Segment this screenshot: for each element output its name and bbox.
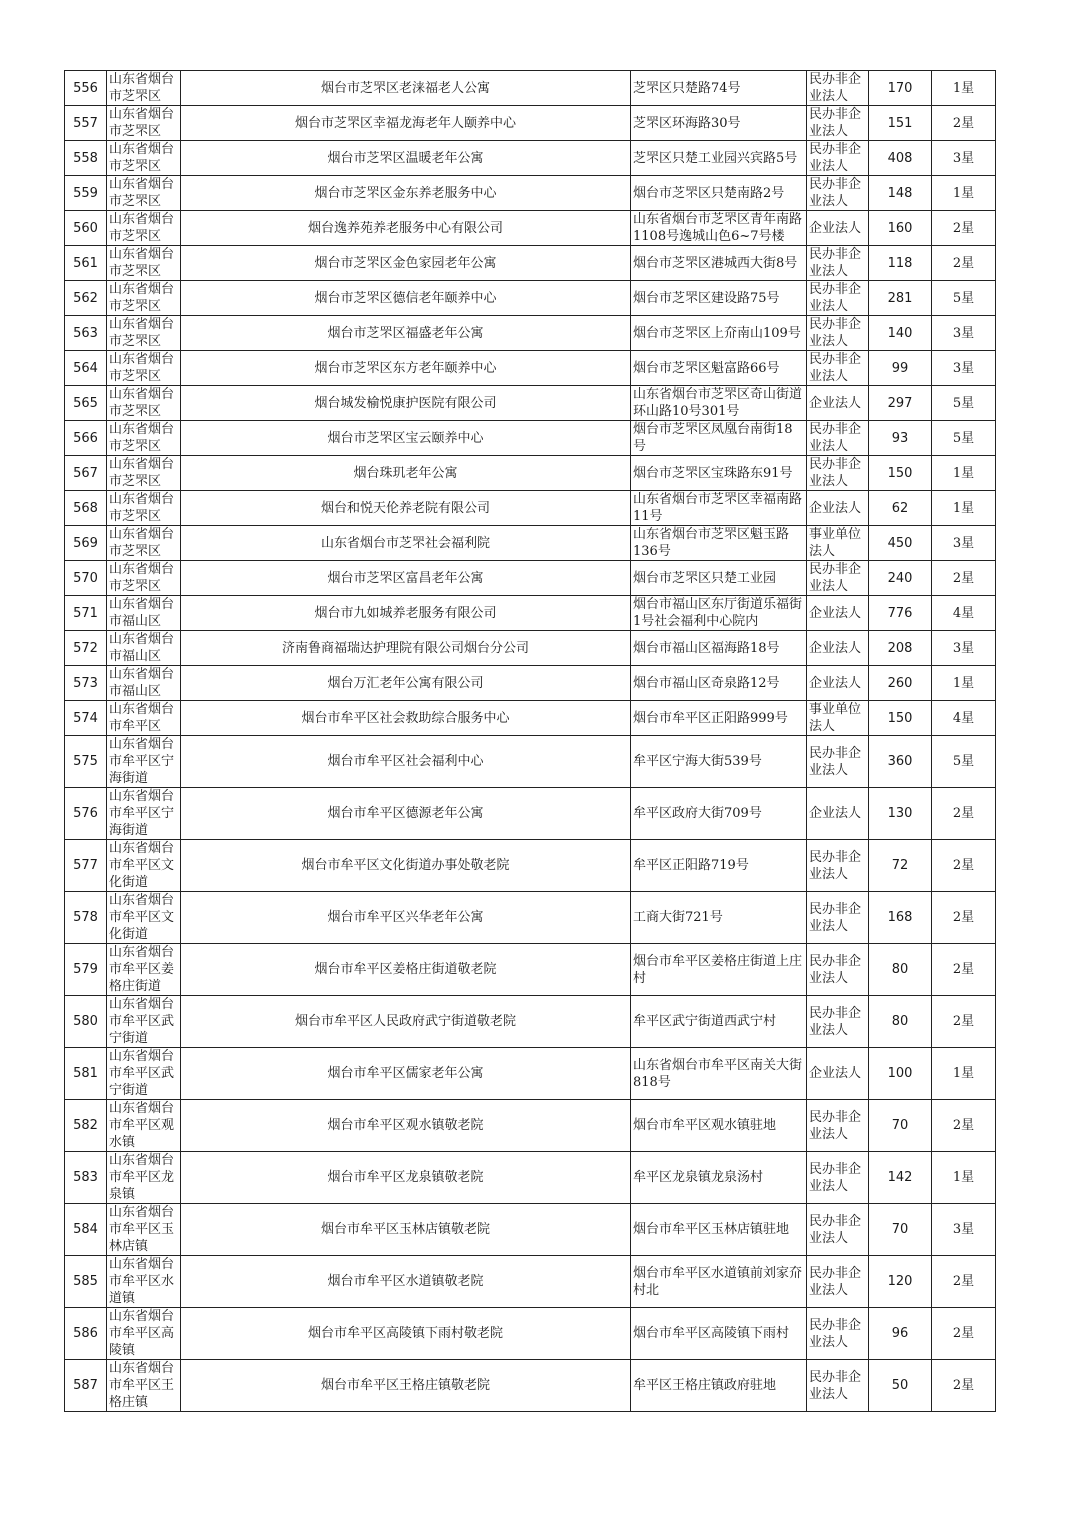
table-row — [65, 1308, 996, 1360]
facility-name: 烟台万汇老年公寓有限公司 — [181, 666, 631, 701]
facility-name: 烟台市牟平区文化街道办事处敬老院 — [181, 840, 631, 892]
legal-type-cell: 民办非企业法人 — [807, 1152, 869, 1204]
address-cell: 烟台市牟平区姜格庄街道上庄村 — [631, 944, 807, 996]
row-number: 566 — [65, 421, 107, 456]
star-rating-cell: 3星 — [932, 141, 996, 176]
row-number: 565 — [65, 386, 107, 421]
facility-name: 烟台市芝罘区宝云颐养中心 — [181, 421, 631, 456]
facility-name: 烟台市牟平区人民政府武宁街道敬老院 — [181, 996, 631, 1048]
beds-cell: 70 — [869, 1100, 932, 1152]
address-cell: 烟台市芝罘区建设路75号 — [631, 281, 807, 316]
beds-cell: 62 — [869, 491, 932, 526]
legal-type-cell: 事业单位法人 — [807, 526, 869, 561]
table-row — [65, 736, 996, 788]
region-cell: 山东省烟台市芝罘区 — [107, 176, 181, 211]
row-number: 584 — [65, 1204, 107, 1256]
beds-cell: 100 — [869, 1048, 932, 1100]
legal-type-cell: 企业法人 — [807, 211, 869, 246]
facility-name: 烟台市牟平区姜格庄街道敬老院 — [181, 944, 631, 996]
address-cell: 芝罘区只楚工业园兴宾路5号 — [631, 141, 807, 176]
facility-name: 烟台市芝罘区福盛老年公寓 — [181, 316, 631, 351]
star-rating-cell: 4星 — [932, 701, 996, 736]
table-row — [65, 491, 996, 526]
address-cell: 牟平区龙泉镇龙泉汤村 — [631, 1152, 807, 1204]
row-number: 577 — [65, 840, 107, 892]
address-cell: 烟台市芝罘区只楚工业园 — [631, 561, 807, 596]
star-rating-cell: 1星 — [932, 1152, 996, 1204]
legal-type-cell: 事业单位法人 — [807, 701, 869, 736]
table-row — [65, 71, 996, 106]
table-row — [65, 526, 996, 561]
address-cell: 烟台市牟平区观水镇驻地 — [631, 1100, 807, 1152]
address-cell: 山东省烟台市牟平区南关大街818号 — [631, 1048, 807, 1100]
beds-cell: 148 — [869, 176, 932, 211]
region-cell: 山东省烟台市芝罘区 — [107, 106, 181, 141]
legal-type-cell: 企业法人 — [807, 788, 869, 840]
star-rating-cell: 3星 — [932, 526, 996, 561]
beds-cell: 168 — [869, 892, 932, 944]
beds-cell: 130 — [869, 788, 932, 840]
address-cell: 牟平区武宁街道西武宁村 — [631, 996, 807, 1048]
table-row — [65, 596, 996, 631]
star-rating-cell: 2星 — [932, 840, 996, 892]
address-cell: 山东省烟台市芝罘区青年南路1108号逸城山色6~7号楼 — [631, 211, 807, 246]
beds-cell: 99 — [869, 351, 932, 386]
table-row — [65, 1204, 996, 1256]
facility-name: 烟台市牟平区观水镇敬老院 — [181, 1100, 631, 1152]
address-cell: 烟台市福山区东厅街道乐福街1号社会福利中心院内 — [631, 596, 807, 631]
facility-name: 山东省烟台市芝罘社会福利院 — [181, 526, 631, 561]
address-cell: 山东省烟台市芝罘区魁玉路136号 — [631, 526, 807, 561]
region-cell: 山东省烟台市牟平区水道镇 — [107, 1256, 181, 1308]
legal-type-cell: 企业法人 — [807, 596, 869, 631]
facility-name: 烟台市芝罘区德信老年颐养中心 — [181, 281, 631, 316]
row-number: 575 — [65, 736, 107, 788]
beds-cell: 450 — [869, 526, 932, 561]
star-rating-cell: 3星 — [932, 1204, 996, 1256]
star-rating-cell: 2星 — [932, 1256, 996, 1308]
table-row — [65, 106, 996, 141]
address-cell: 烟台市福山区福海路18号 — [631, 631, 807, 666]
table-row — [65, 281, 996, 316]
region-cell: 山东省烟台市福山区 — [107, 631, 181, 666]
region-cell: 山东省烟台市牟平区玉林店镇 — [107, 1204, 181, 1256]
legal-type-cell: 民办非企业法人 — [807, 246, 869, 281]
address-cell: 烟台市牟平区水道镇前刘家夼村北 — [631, 1256, 807, 1308]
star-rating-cell: 2星 — [932, 106, 996, 141]
beds-cell: 80 — [869, 996, 932, 1048]
star-rating-cell: 4星 — [932, 596, 996, 631]
legal-type-cell: 民办非企业法人 — [807, 106, 869, 141]
address-cell: 山东省烟台市芝罘区奇山街道环山路10号301号 — [631, 386, 807, 421]
star-rating-cell: 5星 — [932, 386, 996, 421]
region-cell: 山东省烟台市牟平区武宁街道 — [107, 996, 181, 1048]
table-row — [65, 211, 996, 246]
row-number: 580 — [65, 996, 107, 1048]
legal-type-cell: 民办非企业法人 — [807, 996, 869, 1048]
address-cell: 烟台市牟平区玉林店镇驻地 — [631, 1204, 807, 1256]
table-row — [65, 351, 996, 386]
row-number: 558 — [65, 141, 107, 176]
facility-name: 烟台市牟平区王格庄镇敬老院 — [181, 1360, 631, 1412]
row-number: 585 — [65, 1256, 107, 1308]
beds-cell: 408 — [869, 141, 932, 176]
beds-cell: 240 — [869, 561, 932, 596]
beds-cell: 208 — [869, 631, 932, 666]
region-cell: 山东省烟台市福山区 — [107, 666, 181, 701]
region-cell: 山东省烟台市芝罘区 — [107, 71, 181, 106]
facility-name: 烟台市牟平区高陵镇下雨村敬老院 — [181, 1308, 631, 1360]
facility-name: 烟台市牟平区社会福利中心 — [181, 736, 631, 788]
star-rating-cell: 1星 — [932, 71, 996, 106]
beds-cell: 360 — [869, 736, 932, 788]
star-rating-cell: 2星 — [932, 1308, 996, 1360]
legal-type-cell: 民办非企业法人 — [807, 736, 869, 788]
address-cell: 牟平区政府大街709号 — [631, 788, 807, 840]
table-row — [65, 1048, 996, 1100]
table-row — [65, 316, 996, 351]
legal-type-cell: 民办非企业法人 — [807, 892, 869, 944]
beds-cell: 93 — [869, 421, 932, 456]
region-cell: 山东省烟台市芝罘区 — [107, 141, 181, 176]
table-row — [65, 840, 996, 892]
row-number: 568 — [65, 491, 107, 526]
table-row — [65, 561, 996, 596]
facility-name: 烟台市牟平区玉林店镇敬老院 — [181, 1204, 631, 1256]
facility-name: 烟台市牟平区兴华老年公寓 — [181, 892, 631, 944]
beds-cell: 80 — [869, 944, 932, 996]
region-cell: 山东省烟台市芝罘区 — [107, 421, 181, 456]
row-number: 574 — [65, 701, 107, 736]
table-row — [65, 246, 996, 281]
star-rating-cell: 1星 — [932, 491, 996, 526]
star-rating-cell: 5星 — [932, 736, 996, 788]
star-rating-cell: 3星 — [932, 631, 996, 666]
region-cell: 山东省烟台市芝罘区 — [107, 561, 181, 596]
address-cell: 烟台市芝罘区凤凰台南街18号 — [631, 421, 807, 456]
row-number: 559 — [65, 176, 107, 211]
legal-type-cell: 民办非企业法人 — [807, 351, 869, 386]
row-number: 578 — [65, 892, 107, 944]
legal-type-cell: 民办非企业法人 — [807, 1256, 869, 1308]
legal-type-cell: 民办非企业法人 — [807, 944, 869, 996]
facility-name: 烟台和悦天伦养老院有限公司 — [181, 491, 631, 526]
star-rating-cell: 3星 — [932, 316, 996, 351]
table-row — [65, 788, 996, 840]
table-row — [65, 141, 996, 176]
star-rating-cell: 2星 — [932, 788, 996, 840]
table-row — [65, 666, 996, 701]
region-cell: 山东省烟台市牟平区武宁街道 — [107, 1048, 181, 1100]
legal-type-cell: 民办非企业法人 — [807, 1360, 869, 1412]
table-row — [65, 996, 996, 1048]
region-cell: 山东省烟台市芝罘区 — [107, 246, 181, 281]
beds-cell: 96 — [869, 1308, 932, 1360]
row-number: 564 — [65, 351, 107, 386]
region-cell: 山东省烟台市牟平区 — [107, 701, 181, 736]
beds-cell: 150 — [869, 456, 932, 491]
star-rating-cell: 1星 — [932, 176, 996, 211]
table-row — [65, 386, 996, 421]
beds-cell: 160 — [869, 211, 932, 246]
region-cell: 山东省烟台市牟平区宁海街道 — [107, 736, 181, 788]
region-cell: 山东省烟台市牟平区文化街道 — [107, 840, 181, 892]
region-cell: 山东省烟台市牟平区高陵镇 — [107, 1308, 181, 1360]
facility-name: 烟台市牟平区儒家老年公寓 — [181, 1048, 631, 1100]
legal-type-cell: 企业法人 — [807, 386, 869, 421]
row-number: 556 — [65, 71, 107, 106]
region-cell: 山东省烟台市牟平区姜格庄街道 — [107, 944, 181, 996]
table-row — [65, 1360, 996, 1412]
legal-type-cell: 民办非企业法人 — [807, 141, 869, 176]
star-rating-cell: 1星 — [932, 456, 996, 491]
legal-type-cell: 企业法人 — [807, 631, 869, 666]
table-row — [65, 892, 996, 944]
address-cell: 烟台市芝罘区上夼南山109号 — [631, 316, 807, 351]
beds-cell: 120 — [869, 1256, 932, 1308]
beds-cell: 140 — [869, 316, 932, 351]
address-cell: 芝罘区只楚路74号 — [631, 71, 807, 106]
legal-type-cell: 民办非企业法人 — [807, 176, 869, 211]
legal-type-cell: 民办非企业法人 — [807, 1308, 869, 1360]
beds-cell: 72 — [869, 840, 932, 892]
beds-cell: 70 — [869, 1204, 932, 1256]
address-cell: 烟台市芝罘区港城西大街8号 — [631, 246, 807, 281]
row-number: 583 — [65, 1152, 107, 1204]
facility-name: 烟台市牟平区德源老年公寓 — [181, 788, 631, 840]
address-cell: 牟平区宁海大街539号 — [631, 736, 807, 788]
beds-cell: 297 — [869, 386, 932, 421]
address-cell: 烟台市芝罘区只楚南路2号 — [631, 176, 807, 211]
star-rating-cell: 5星 — [932, 281, 996, 316]
legal-type-cell: 民办非企业法人 — [807, 1100, 869, 1152]
beds-cell: 260 — [869, 666, 932, 701]
facility-name: 烟台市芝罘区金色家园老年公寓 — [181, 246, 631, 281]
region-cell: 山东省烟台市芝罘区 — [107, 491, 181, 526]
region-cell: 山东省烟台市芝罘区 — [107, 281, 181, 316]
beds-cell: 118 — [869, 246, 932, 281]
table-row — [65, 421, 996, 456]
row-number: 563 — [65, 316, 107, 351]
star-rating-cell: 1星 — [932, 666, 996, 701]
region-cell: 山东省烟台市牟平区观水镇 — [107, 1100, 181, 1152]
address-cell: 烟台市牟平区正阳路999号 — [631, 701, 807, 736]
table-row — [65, 1256, 996, 1308]
facility-name: 济南鲁商福瑞达护理院有限公司烟台分公司 — [181, 631, 631, 666]
star-rating-cell: 2星 — [932, 246, 996, 281]
facility-name: 烟台市芝罘区金东养老服务中心 — [181, 176, 631, 211]
region-cell: 山东省烟台市芝罘区 — [107, 316, 181, 351]
facility-name: 烟台市牟平区社会救助综合服务中心 — [181, 701, 631, 736]
legal-type-cell: 民办非企业法人 — [807, 316, 869, 351]
region-cell: 山东省烟台市芝罘区 — [107, 351, 181, 386]
facility-name: 烟台市牟平区水道镇敬老院 — [181, 1256, 631, 1308]
region-cell: 山东省烟台市福山区 — [107, 596, 181, 631]
legal-type-cell: 民办非企业法人 — [807, 1204, 869, 1256]
facility-name: 烟台市芝罘区东方老年颐养中心 — [181, 351, 631, 386]
star-rating-cell: 2星 — [932, 211, 996, 246]
table-row — [65, 701, 996, 736]
row-number: 573 — [65, 666, 107, 701]
legal-type-cell: 企业法人 — [807, 491, 869, 526]
legal-type-cell: 民办非企业法人 — [807, 71, 869, 106]
facility-name: 烟台珠玑老年公寓 — [181, 456, 631, 491]
legal-type-cell: 民办非企业法人 — [807, 421, 869, 456]
facility-name: 烟台城发榆悦康护医院有限公司 — [181, 386, 631, 421]
table-body — [65, 71, 996, 1412]
row-number: 567 — [65, 456, 107, 491]
row-number: 562 — [65, 281, 107, 316]
beds-cell: 142 — [869, 1152, 932, 1204]
region-cell: 山东省烟台市牟平区文化街道 — [107, 892, 181, 944]
row-number: 572 — [65, 631, 107, 666]
region-cell: 山东省烟台市芝罘区 — [107, 526, 181, 561]
table-row — [65, 1100, 996, 1152]
region-cell: 山东省烟台市牟平区龙泉镇 — [107, 1152, 181, 1204]
beds-cell: 151 — [869, 106, 932, 141]
facility-name: 烟台市芝罘区富昌老年公寓 — [181, 561, 631, 596]
region-cell: 山东省烟台市芝罘区 — [107, 211, 181, 246]
legal-type-cell: 企业法人 — [807, 666, 869, 701]
beds-cell: 281 — [869, 281, 932, 316]
address-cell: 牟平区正阳路719号 — [631, 840, 807, 892]
address-cell: 山东省烟台市芝罘区幸福南路11号 — [631, 491, 807, 526]
address-cell: 烟台市芝罘区宝珠路东91号 — [631, 456, 807, 491]
address-cell: 烟台市福山区奇泉路12号 — [631, 666, 807, 701]
legal-type-cell: 民办非企业法人 — [807, 561, 869, 596]
row-number: 579 — [65, 944, 107, 996]
beds-cell: 170 — [869, 71, 932, 106]
table-row — [65, 456, 996, 491]
table-row — [65, 631, 996, 666]
star-rating-cell: 2星 — [932, 944, 996, 996]
legal-type-cell: 企业法人 — [807, 1048, 869, 1100]
row-number: 581 — [65, 1048, 107, 1100]
star-rating-cell: 2星 — [932, 892, 996, 944]
legal-type-cell: 民办非企业法人 — [807, 281, 869, 316]
row-number: 576 — [65, 788, 107, 840]
facility-name: 烟台逸养苑养老服务中心有限公司 — [181, 211, 631, 246]
facility-name: 烟台市芝罘区老涞福老人公寓 — [181, 71, 631, 106]
row-number: 570 — [65, 561, 107, 596]
facility-name: 烟台市九如城养老服务有限公司 — [181, 596, 631, 631]
region-cell: 山东省烟台市芝罘区 — [107, 456, 181, 491]
row-number: 586 — [65, 1308, 107, 1360]
row-number: 560 — [65, 211, 107, 246]
table-row — [65, 944, 996, 996]
row-number: 557 — [65, 106, 107, 141]
beds-cell: 150 — [869, 701, 932, 736]
table-row — [65, 1152, 996, 1204]
address-cell: 烟台市芝罘区魁富路66号 — [631, 351, 807, 386]
star-rating-cell: 5星 — [932, 421, 996, 456]
facility-name: 烟台市牟平区龙泉镇敬老院 — [181, 1152, 631, 1204]
region-cell: 山东省烟台市牟平区宁海街道 — [107, 788, 181, 840]
star-rating-cell: 2星 — [932, 996, 996, 1048]
beds-cell: 776 — [869, 596, 932, 631]
facility-table — [64, 70, 996, 1412]
star-rating-cell: 2星 — [932, 1360, 996, 1412]
row-number: 587 — [65, 1360, 107, 1412]
star-rating-cell: 1星 — [932, 1048, 996, 1100]
address-cell: 牟平区王格庄镇政府驻地 — [631, 1360, 807, 1412]
legal-type-cell: 民办非企业法人 — [807, 456, 869, 491]
row-number: 582 — [65, 1100, 107, 1152]
region-cell: 山东省烟台市芝罘区 — [107, 386, 181, 421]
legal-type-cell: 民办非企业法人 — [807, 840, 869, 892]
region-cell: 山东省烟台市牟平区王格庄镇 — [107, 1360, 181, 1412]
address-cell: 芝罘区环海路30号 — [631, 106, 807, 141]
star-rating-cell: 3星 — [932, 351, 996, 386]
address-cell: 烟台市牟平区高陵镇下雨村 — [631, 1308, 807, 1360]
row-number: 569 — [65, 526, 107, 561]
address-cell: 工商大街721号 — [631, 892, 807, 944]
table-row — [65, 176, 996, 211]
facility-name: 烟台市芝罘区幸福龙海老年人颐养中心 — [181, 106, 631, 141]
star-rating-cell: 2星 — [932, 1100, 996, 1152]
facility-name: 烟台市芝罘区温暖老年公寓 — [181, 141, 631, 176]
star-rating-cell: 2星 — [932, 561, 996, 596]
beds-cell: 50 — [869, 1360, 932, 1412]
row-number: 561 — [65, 246, 107, 281]
row-number: 571 — [65, 596, 107, 631]
